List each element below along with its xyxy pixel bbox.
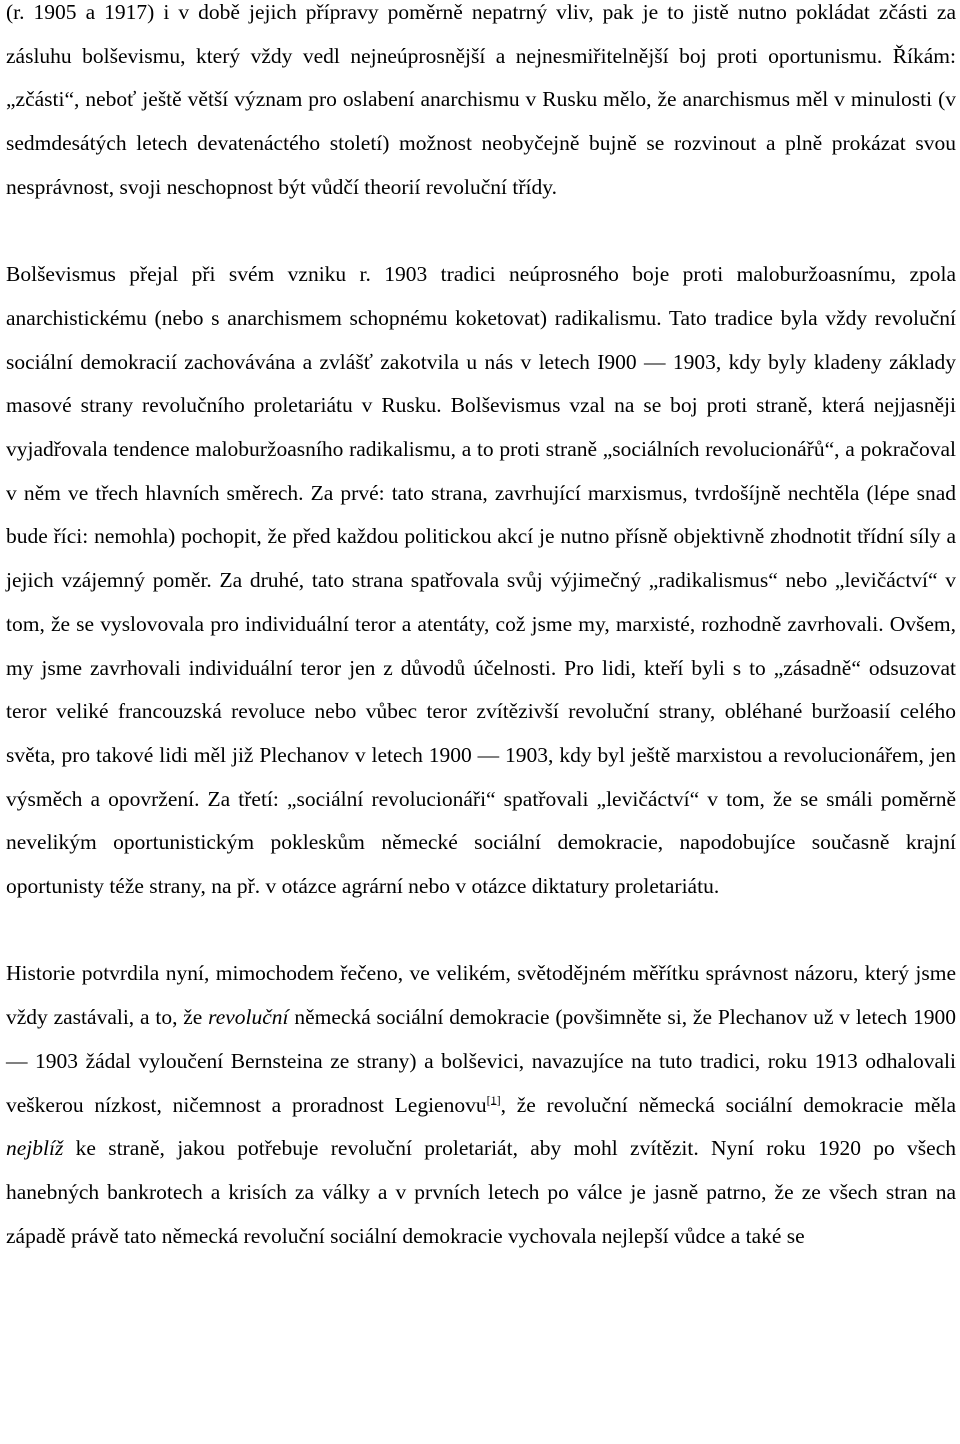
paragraph-text: Bolševismus přejal při svém vzniku r. 1903 tradici neúprosného boje proti maloburžoasnímu, zpola anarchistickému (nebo s anarchismem schopnému koketovat) radikalismu. Tato tradice byla vždy revoluční sociální demokracií zachovávána a zvlášť zakotvila u nás v letech I900 — 1903, kdy byly kladeny základy masové strany revolučního proletariátu v Rusku. Bolševismus vzal na se boj proti straně, která nejjasněji vyjadřovala tendence maloburžoasního radikalismu, a to proti straně „sociálních revolucionářů“, a pokračoval v něm ve třech hlavních směrech. Za prvé: tato strana, zavrhující marxismus, tvrdošíjně nechtěla (lépe snad bude říci: nemohla) pochopit, že před každou politickou akcí je nutno přísně objektivně zhodnotit třídní síly a jejich vzájemný poměr. Za druhé, tato strana spatřovala svůj výjimečný „radikalismus“ nebo „levičáctví“ v tom, že se vyslovovala pro individuální teror a atentáty, což jsme my, marxisté, rozhodně zavrhovali. Ovšem, my jsme zavrhovali individuální teror jen z důvodů účelnosti. Pro lidi, kteří byli s to „zásadně“ odsuzovat teror veliké francouzská revoluce nebo vůbec teror zvítězivší revoluční strany, obléhané buržoasií celého světa, pro takové lidi měl již Plechanov v letech 1900 — 1903, kdy byl ještě marxistou a revolucionářem, jen výsměch a opovržení. Za třetí: „sociální revolucionáři“ spatřovali „levičáctví“ v tom, že se smáli poměrně nevelikým oportunistickým pokleskům německé sociální demokracie, napodobujíce současně krajní oportunisty téže strany, na př. v otázce agrární nebo v otázce diktatury proletariátu. xyxy=(6,262,956,899)
italic-term-revolucni: revoluční xyxy=(208,1005,289,1030)
paragraph-spacer xyxy=(6,909,956,953)
footnote-link[interactable]: [1] xyxy=(486,1092,501,1107)
paragraph-text: (r. 1905 a 1917) i v době jejich přípravy poměrně nepatrný vliv, pak je to jistě nutno pokládat zčásti za zásluhu bolševismu, který vždy vedl nejneúprosnější a nejnesmiřitelnější boj proti oportunismu. Říkám: „zčásti“, neboť ještě větší význam pro oslabení anarchismu v Rusku mělo, že anarchismus měl v minulosti (v sedmdesátých letech devatenáctého století) možnost neobyčejně bujně se rozvinout a plně prokázat svou nesprávnost, svoji neschopnost být vůdčí theorií revoluční třídy. xyxy=(6,0,956,199)
document-page xyxy=(6,0,956,1258)
paragraph-text: Historie potvrdila nyní, mimochodem řečeno, ve velikém, světodějném měřítku správnost názoru, který jsme vždy zastávali, a to, že xyxy=(6,961,956,1030)
italic-term-nejbliz: nejblíž xyxy=(6,1136,64,1161)
paragraph-text: , že revoluční německá sociální demokracie měla xyxy=(500,1092,956,1117)
paragraph-bolshevism xyxy=(6,253,956,909)
paragraph-anarchism xyxy=(6,0,956,210)
paragraph-spacer xyxy=(6,210,956,254)
paragraph-text: německá sociální demokracie (povšimněte si, že Plechanov už v letech 1900 — 1903 žádal vyloučení Bernsteina ze strany) a bolševici, navazujíce na tuto tradici, roku 1913 odhalovali veškerou nízkost, ničemnost a proradnost Legienovu xyxy=(6,1005,956,1117)
paragraph-history xyxy=(6,952,956,1258)
paragraph-text: ke straně, jakou potřebuje revoluční proletariát, aby mohl zvítězit. Nyní roku 1920 po všech hanebných bankrotech a krisích za války a v prvních letech po válce je jasně patrno, že ze všech stran na západě právě tato německá revoluční sociální demokracie vychovala nejlepší vůdce a také se xyxy=(6,1136,956,1248)
